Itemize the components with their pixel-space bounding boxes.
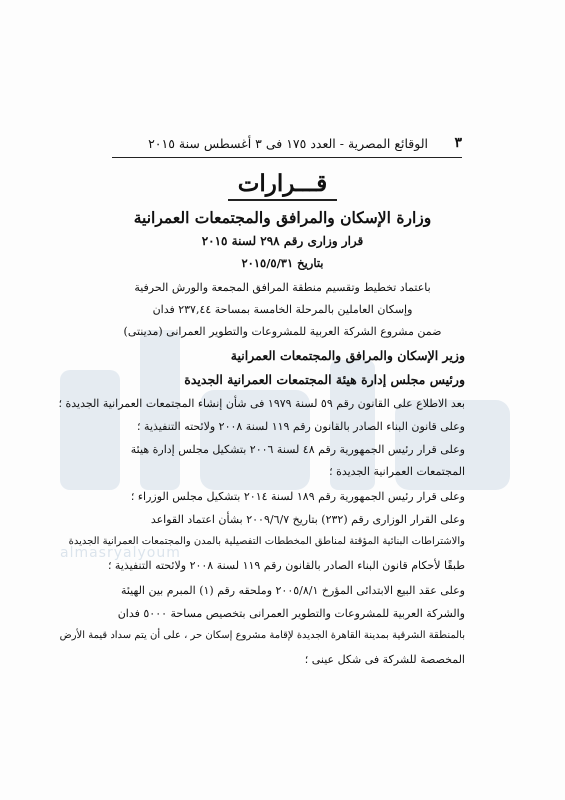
body-line: وعلى عقد البيع الابتدائى المؤرخ ٢٠٠٥/٨/١ وملحقه رقم (١) المبرم بين الهيئة	[120, 584, 465, 597]
body-line: طبقًا لأحكام قانون البناء الصادر بالقانون رقم ١١٩ لسنة ٢٠٠٨ ولائحته التنفيذية ؛	[107, 559, 465, 572]
issuer-line: ورئيس مجلس إدارة هيئة المجتمعات العمرانية الجديدة	[184, 372, 465, 387]
decree-number: قرار وزارى رقم ٢٩٨ لسنة ٢٠١٥	[201, 234, 364, 248]
section-title	[0, 170, 565, 197]
section-title-text: قـــرارات	[228, 170, 337, 201]
body-line: بعد الاطلاع على القانون رقم ٥٩ لسنة ١٩٧٩ فى شأن إنشاء المجتمعات العمرانية الجديدة ؛	[58, 397, 465, 410]
body-line: وعلى القرار الوزارى رقم (٢٣٢) بتاريخ ٢٠٠٩/٦/٧ بشأن اعتماد القواعد	[150, 513, 465, 526]
publication-line: الوقائع المصرية - العدد ١٧٥ فى ٣ أغسطس سنة ٢٠١٥	[148, 136, 428, 151]
page-number: ٣	[454, 135, 462, 151]
header-divider	[112, 157, 462, 158]
body-line: وعلى قانون البناء الصادر بالقانون رقم ١١٩ لسنة ٢٠٠٨ ولائحته التنفيذية ؛	[137, 420, 465, 433]
page-header	[112, 136, 462, 154]
issuer-line: وزير الإسكان والمرافق والمجتمعات العمرانية	[230, 348, 465, 363]
decree-date: بتاريخ ٢٠١٥/٥/٣١	[241, 256, 324, 270]
ministry-name: وزارة الإسكان والمرافق والمجتمعات العمرانية	[133, 208, 432, 227]
body-line: وعلى قرار رئيس الجمهورية رقم ١٨٩ لسنة ٢٠١٤ بتشكيل مجلس الوزراء ؛	[130, 490, 465, 503]
body-line: المخصصة للشركة فى شكل عينى ؛	[304, 653, 465, 666]
body-line: والشركة العربية للمشروعات والتطوير العمرانى بتخصيص مساحة ٥٠٠٠ فدان	[117, 607, 465, 620]
subject-line: باعتماد تخطيط وتقسيم منطقة المرافق المجمعة والورش الحرفية	[134, 281, 431, 294]
body-line: وعلى قرار رئيس الجمهورية رقم ٤٨ لسنة ٢٠٠٦ بتشكيل مجلس إدارة هيئة	[130, 443, 465, 456]
body-line: والاشتراطات البنائية المؤقتة لمناطق المخططات التفصيلية بالمدن والمجتمعات العمرانية الجديدة	[68, 536, 465, 547]
subject-line: ضمن مشروع الشركة العربية للمشروعات والتطوير العمرانى (مدينتى)	[123, 325, 442, 338]
body-line: بالمنطقة الشرقية بمدينة القاهرة الجديدة لإقامة مشروع إسكان حر ، على أن يتم سداد قيمة الأرض	[59, 630, 465, 641]
subject-line: وإسكان العاملين بالمرحلة الخامسة بمساحة ٢٣٧,٤٤ فدان	[152, 303, 413, 316]
body-line: المجتمعات العمرانية الجديدة ؛	[329, 465, 465, 478]
watermark-text: almasryalyoum	[60, 545, 181, 561]
